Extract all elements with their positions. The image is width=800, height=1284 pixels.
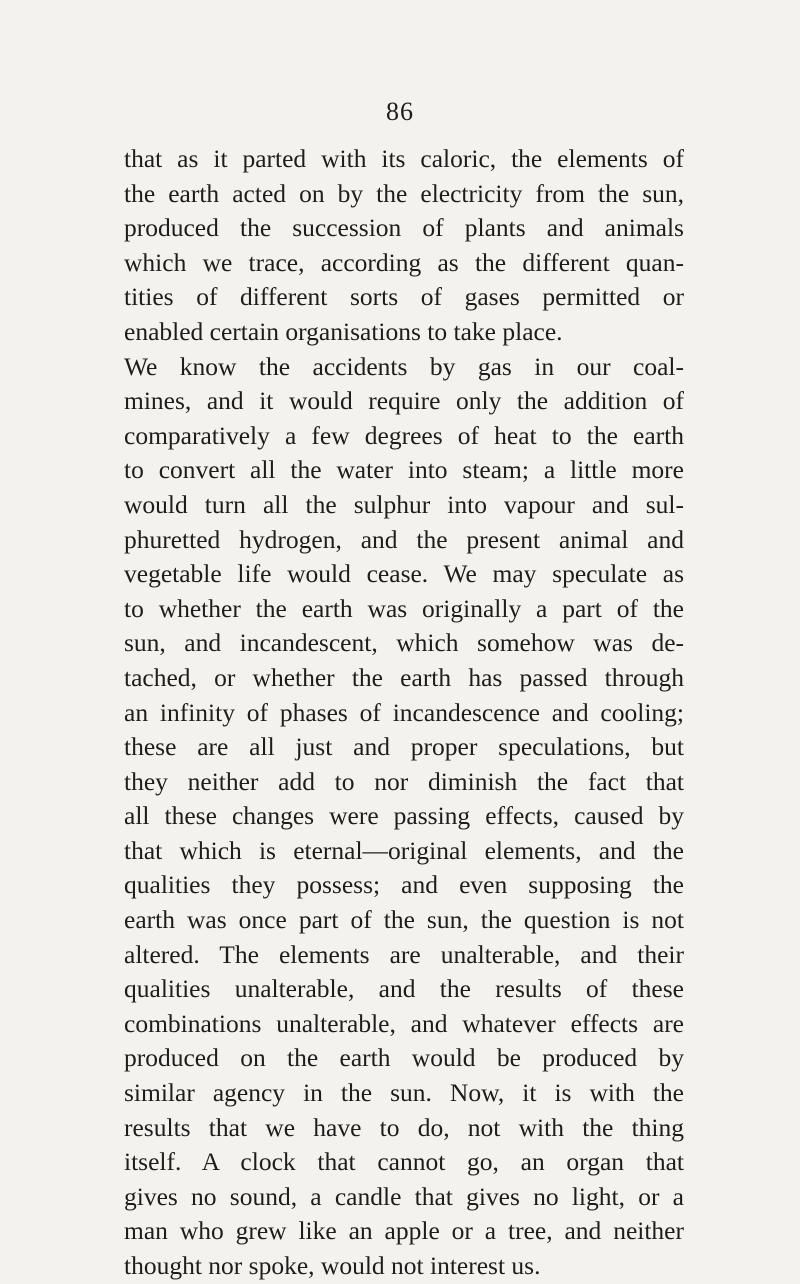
text-line: qualities unalterable, and the results of these	[124, 974, 684, 1004]
text-line: gives no sound, a candle that gives no light, or a	[124, 1181, 684, 1211]
text-line: sun, and incandescent, which somehow was de-	[124, 628, 684, 658]
text-line: produced on the earth would be produced by	[124, 1043, 684, 1073]
text-line: which we trace, according as the different quan-	[124, 247, 684, 277]
text-line: earth was once part of the sun, the question is not	[124, 905, 684, 935]
text-line: similar agency in the sun. Now, it is with the	[124, 1078, 684, 1108]
text-line: they neither add to nor diminish the fact that	[124, 766, 684, 796]
text-line: thought nor spoke, would not interest us.	[124, 1251, 541, 1280]
text-line: itself. A clock that cannot go, an organ that	[124, 1147, 684, 1177]
text-line: mines, and it would require only the addition of	[124, 386, 684, 416]
text-line: vegetable life would cease. We may speculate as	[124, 559, 684, 589]
text-line: phuretted hydrogen, and the present animal and	[124, 524, 684, 554]
text-line: would turn all the sulphur into vapour and sul-	[124, 489, 684, 519]
text-line: enabled certain organisations to take place.	[124, 316, 563, 346]
text-line: tities of different sorts of gases permitted or	[124, 282, 684, 312]
body-text	[124, 142, 684, 1284]
text-line: that as it parted with its caloric, the elements of	[124, 144, 684, 173]
text-line: the earth acted on by the electricity from the sun,	[124, 178, 684, 208]
page-number: 86	[386, 97, 414, 126]
text-line: tached, or whether the earth has passed through	[124, 662, 684, 692]
text-line: man who grew like an apple or a tree, and neither	[124, 1216, 684, 1246]
text-line: an infinity of phases of incandescence and cooling;	[124, 697, 684, 727]
text-line: these are all just and proper speculations, but	[124, 732, 684, 762]
text-line: We know the accidents by gas in our coal-	[124, 351, 684, 381]
text-line: that which is eternal—original elements, and the	[124, 835, 684, 865]
text-line: combinations unalterable, and whatever effects are	[124, 1008, 684, 1038]
text-line: altered. The elements are unalterable, and their	[124, 939, 684, 969]
text-line: results that we have to do, not with the thing	[124, 1112, 684, 1142]
text-line: all these changes were passing effects, caused by	[124, 801, 684, 831]
text-line: comparatively a few degrees of heat to the earth	[124, 420, 684, 450]
text-line: qualities they possess; and even supposing the	[124, 870, 684, 900]
text-line: to convert all the water into steam; a little more	[124, 455, 684, 485]
text-line: produced the succession of plants and animals	[124, 213, 684, 243]
text-line: to whether the earth was originally a part of the	[124, 593, 684, 623]
